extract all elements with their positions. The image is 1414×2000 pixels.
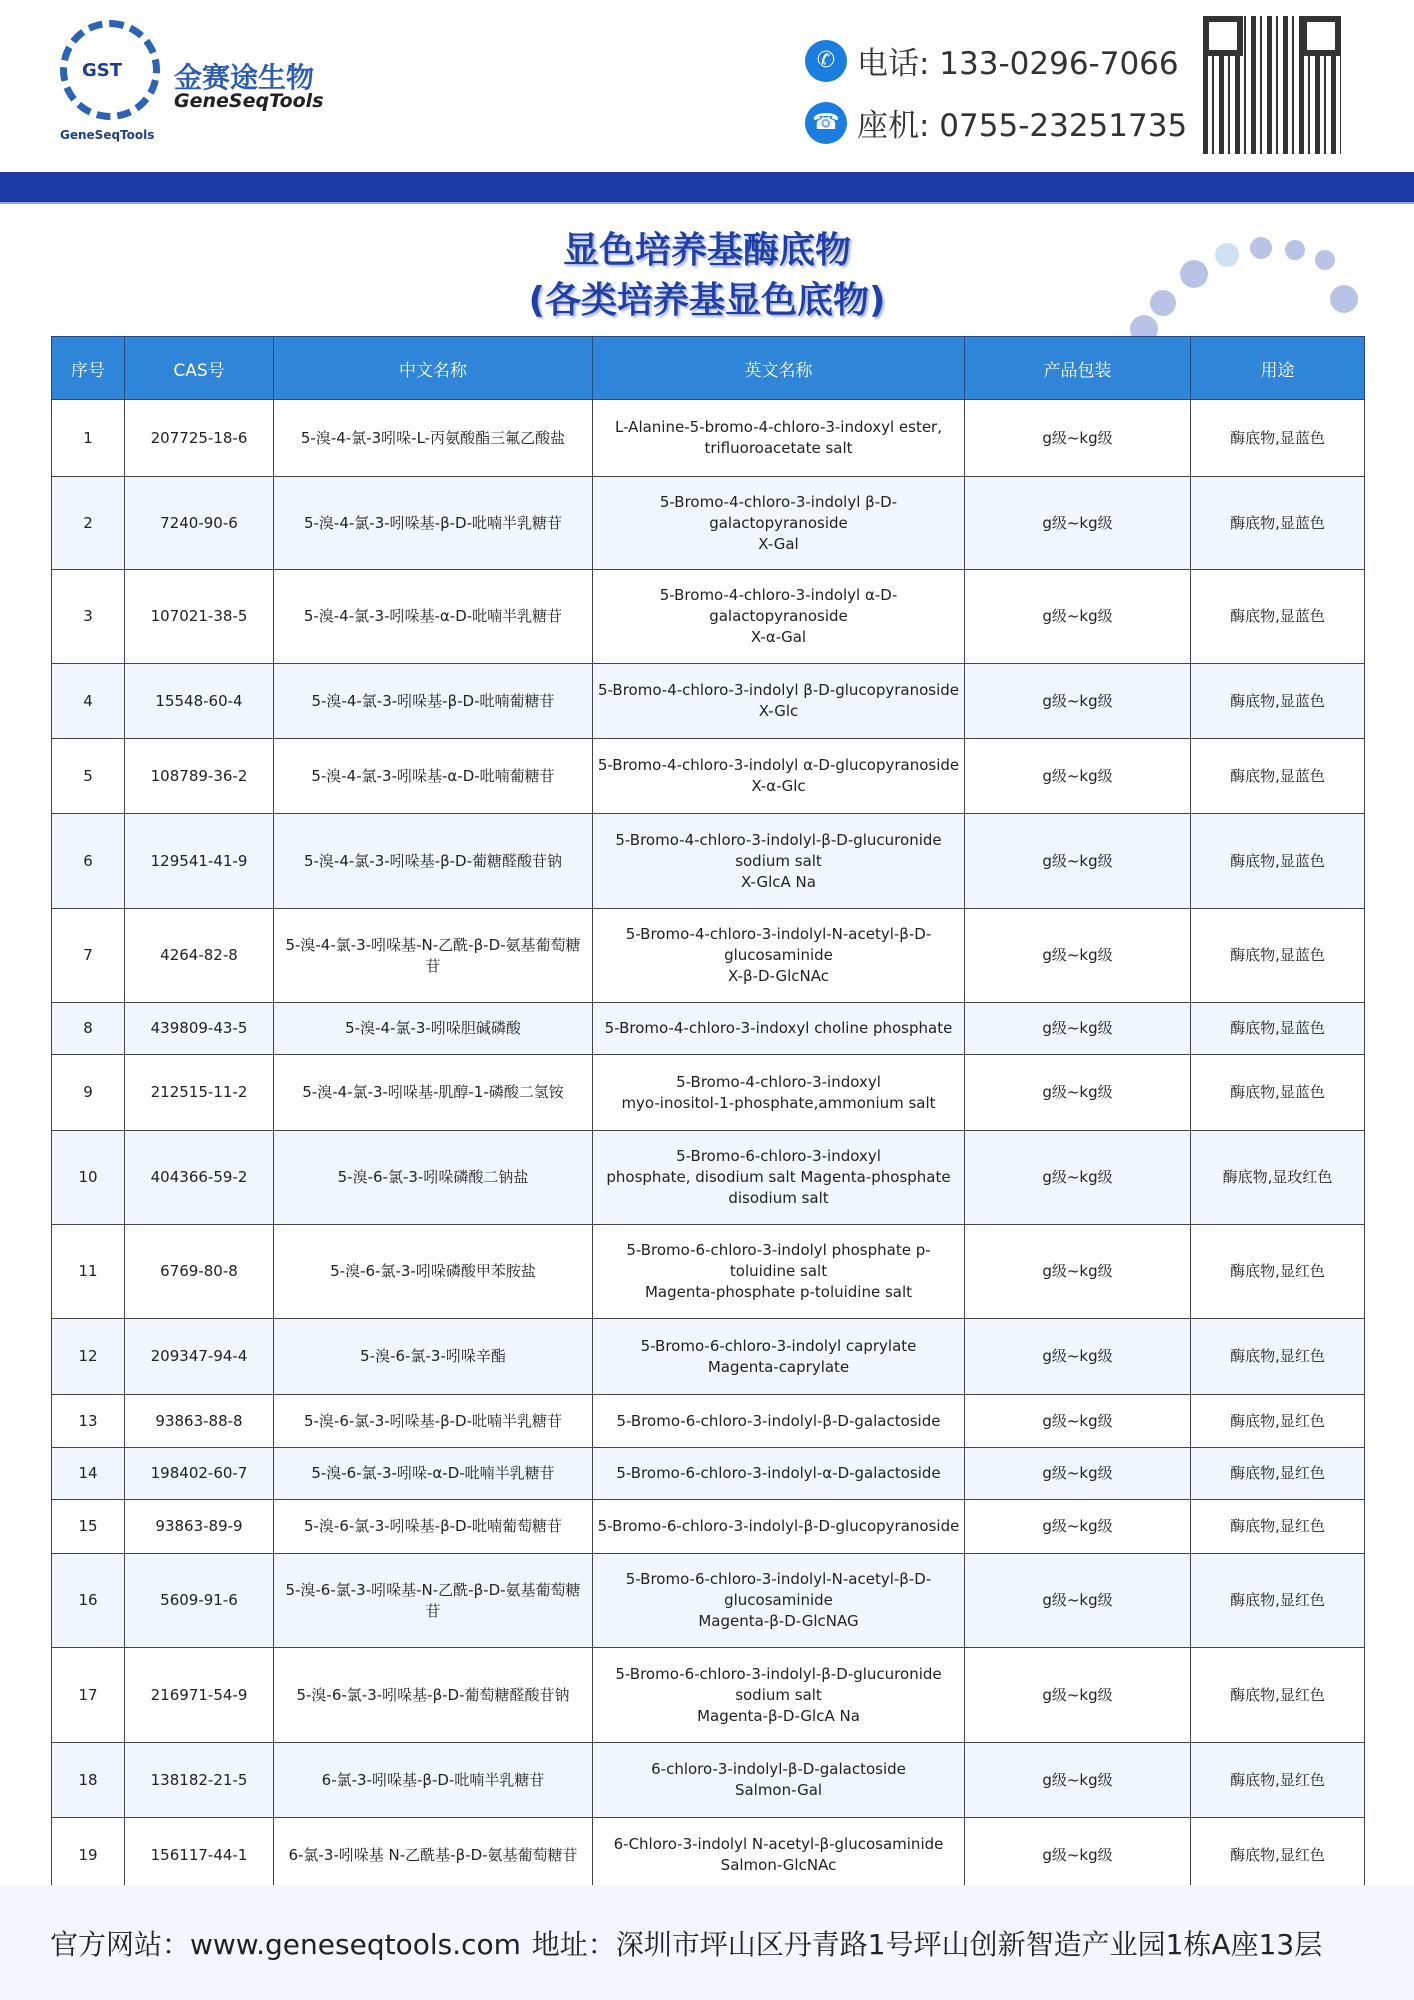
cell-cn-name: 5-溴-4-氯-3吲哚-L-丙氨酸酯三氟乙酸盐 (274, 400, 593, 477)
cell-cas: 5609-91-6 (125, 1554, 274, 1648)
cell-cn-name: 5-溴-6-氯-3-吲哚基-N-乙酰-β-D-氨基葡萄糖苷 (274, 1554, 593, 1648)
table-row (52, 1319, 1365, 1395)
table-row (52, 1131, 1365, 1225)
cell-cas: 207725-18-6 (125, 400, 274, 477)
cell-no: 18 (52, 1743, 125, 1818)
table-row (52, 1648, 1365, 1743)
table-row (52, 664, 1365, 739)
cell-en-name (593, 1818, 965, 1893)
cell-no: 5 (52, 739, 125, 814)
cell-usage: 酶底物,显蓝色 (1191, 477, 1365, 570)
cell-en-name (593, 739, 965, 814)
cell-cas: 212515-11-2 (125, 1055, 274, 1131)
en-name-line: myo-inositol-1-phosphate,ammonium salt (621, 1093, 936, 1112)
en-name-line: X-α-Gal (750, 628, 807, 646)
cell-cas: 216971-54-9 (125, 1648, 274, 1743)
cell-packaging: g级~kg级 (965, 1448, 1191, 1500)
cell-usage: 酶底物,显蓝色 (1191, 739, 1365, 814)
cell-cn-name: 5-溴-4-氯-3-吲哚基-α-D-吡喃半乳糖苷 (274, 570, 593, 664)
table-row (52, 570, 1365, 664)
cell-en-name (593, 570, 965, 664)
cell-usage: 酶底物,显红色 (1191, 1225, 1365, 1319)
en-name-line: 5-Bromo-4-chloro-3-indolyl-β-D-glucuronide (615, 830, 942, 849)
table-row (52, 1003, 1365, 1055)
cell-no: 12 (52, 1319, 125, 1395)
cell-cas: 156117-44-1 (125, 1818, 274, 1893)
cell-cas: 198402-60-7 (125, 1448, 274, 1500)
cell-cn-name: 5-溴-6-氯-3-吲哚磷酸二钠盐 (274, 1131, 593, 1225)
header-band (0, 172, 1414, 204)
table-row (52, 739, 1365, 814)
en-name-line: 5-Bromo-6-chloro-3-indolyl-N-acetyl-β-D- (625, 1570, 932, 1588)
cell-packaging: g级~kg级 (965, 739, 1191, 814)
cell-cn-name: 5-溴-4-氯-3-吲哚基-N-乙酰-β-D-氨基葡萄糖苷 (274, 909, 593, 1003)
en-name-line: glucosaminide (724, 1591, 833, 1609)
cell-no: 14 (52, 1448, 125, 1500)
cell-usage: 酶底物,显红色 (1191, 1500, 1365, 1554)
cell-en-name (593, 664, 965, 739)
cell-cas: 107021-38-5 (125, 570, 274, 664)
en-name-line: galactopyranoside (709, 607, 848, 625)
page-subtitle: (各类培养基显色底物) (528, 280, 886, 321)
cell-en-name (593, 1319, 965, 1395)
col-header-no: 序号 (52, 337, 125, 400)
cell-no: 16 (52, 1554, 125, 1648)
cell-no: 17 (52, 1648, 125, 1743)
product-table (51, 336, 1365, 1893)
cell-cas: 439809-43-5 (125, 1003, 274, 1055)
cell-packaging: g级~kg级 (965, 1395, 1191, 1448)
cell-usage: 酶底物,显红色 (1191, 1648, 1365, 1743)
cell-packaging: g级~kg级 (965, 1743, 1191, 1818)
en-name-line: X-GlcA Na (741, 872, 816, 891)
en-name-line: 5-Bromo-4-chloro-3-indoxyl choline phosphate (604, 1019, 953, 1037)
en-name-line: 5-Bromo-6-chloro-3-indolyl phosphate p- (626, 1241, 931, 1259)
cell-usage: 酶底物,显蓝色 (1191, 400, 1365, 477)
cell-no: 2 (52, 477, 125, 570)
table-row (52, 1743, 1365, 1818)
cell-no: 7 (52, 909, 125, 1003)
cell-usage: 酶底物,显蓝色 (1191, 1003, 1365, 1055)
table-row (52, 400, 1365, 477)
phone-text: 电话: 133-0296-7066 (857, 46, 1179, 82)
phone-icon: ✆ (805, 40, 847, 82)
en-name-line: 5-Bromo-6-chloro-3-indolyl-β-D-glucuronide (615, 1664, 942, 1683)
cell-packaging: g级~kg级 (965, 909, 1191, 1003)
cell-no: 3 (52, 570, 125, 664)
table-row (52, 814, 1365, 909)
table-row (52, 909, 1365, 1003)
en-name-line: 5-Bromo-4-chloro-3-indolyl-N-acetyl-β-D- (625, 925, 932, 943)
cell-packaging: g级~kg级 (965, 1554, 1191, 1648)
cell-no: 6 (52, 814, 125, 909)
cell-usage: 酶底物,显蓝色 (1191, 570, 1365, 664)
col-header-usage: 用途 (1191, 337, 1365, 400)
table-row (52, 1395, 1365, 1448)
cell-packaging: g级~kg级 (965, 1131, 1191, 1225)
cell-en-name (593, 1395, 965, 1448)
cell-no: 1 (52, 400, 125, 477)
cell-en-name (593, 1225, 965, 1319)
cell-cn-name: 5-溴-4-氯-3-吲哚基-β-D-吡喃半乳糖苷 (274, 477, 593, 570)
cell-cas: 93863-89-9 (125, 1500, 274, 1554)
en-name-line: toluidine salt (729, 1262, 828, 1280)
landline-contact (805, 100, 1187, 145)
cell-cas: 129541-41-9 (125, 814, 274, 909)
cell-no: 8 (52, 1003, 125, 1055)
cell-no: 4 (52, 664, 125, 739)
cell-usage: 酶底物,显玫红色 (1191, 1131, 1365, 1225)
col-header-en-name: 英文名称 (593, 337, 965, 400)
cell-cn-name: 6-氯-3-吲哚基-β-D-吡喃半乳糖苷 (274, 1743, 593, 1818)
cell-usage: 酶底物,显蓝色 (1191, 909, 1365, 1003)
cell-cn-name: 5-溴-4-氯-3-吲哚基-β-D-吡喃葡糖苷 (274, 664, 593, 739)
en-name-line: sodium salt (735, 1685, 822, 1704)
landline-text: 座机: 0755-23251735 (857, 108, 1188, 144)
cell-cn-name: 5-溴-6-氯-3-吲哚-α-D-吡喃半乳糖苷 (274, 1448, 593, 1500)
cell-packaging: g级~kg级 (965, 1003, 1191, 1055)
table-row (52, 1055, 1365, 1131)
cell-cas: 404366-59-2 (125, 1131, 274, 1225)
cell-usage: 酶底物,显红色 (1191, 1319, 1365, 1395)
col-header-cas: CAS号 (125, 337, 274, 400)
cell-no: 13 (52, 1395, 125, 1448)
cell-usage: 酶底物,显红色 (1191, 1818, 1365, 1893)
cell-cas: 209347-94-4 (125, 1319, 274, 1395)
cell-packaging: g级~kg级 (965, 477, 1191, 570)
desk-phone-icon: ☎ (805, 102, 847, 144)
table-row (52, 1448, 1365, 1500)
cell-cn-name: 5-溴-6-氯-3-吲哚基-β-D-吡喃葡萄糖苷 (274, 1500, 593, 1554)
table-row (52, 477, 1365, 570)
en-name-line: L-Alanine-5-bromo-4-chloro-3-indoxyl ester, (615, 418, 942, 436)
logo-small: GeneSeqTools (60, 128, 155, 142)
cell-en-name (593, 1648, 965, 1743)
en-name-line: 5-Bromo-4-chloro-3-indolyl α-D- (659, 586, 898, 604)
cell-usage: 酶底物,显红色 (1191, 1448, 1365, 1500)
cell-en-name (593, 1500, 965, 1554)
cell-no: 19 (52, 1818, 125, 1893)
cell-cn-name: 5-溴-6-氯-3-吲哚磷酸甲苯胺盐 (274, 1225, 593, 1319)
cell-usage: 酶底物,显红色 (1191, 1743, 1365, 1818)
logo-abbr: GST (82, 60, 123, 81)
cell-en-name (593, 1055, 965, 1131)
cell-packaging: g级~kg级 (965, 1648, 1191, 1743)
cell-cn-name: 5-溴-6-氯-3-吲哚基-β-D-吡喃半乳糖苷 (274, 1395, 593, 1448)
cell-cas: 7240-90-6 (125, 477, 274, 570)
cell-cas: 138182-21-5 (125, 1743, 274, 1818)
cell-cas: 93863-88-8 (125, 1395, 274, 1448)
cell-no: 11 (52, 1225, 125, 1319)
cell-no: 10 (52, 1131, 125, 1225)
en-name-line: phosphate, disodium salt Magenta-phosphate (606, 1168, 951, 1186)
cell-packaging: g级~kg级 (965, 1225, 1191, 1319)
en-name-line: 5-Bromo-6-chloro-3-indolyl-β-D-glucopyranoside (597, 1517, 960, 1535)
phone-contact (805, 38, 1179, 83)
table-row (52, 1225, 1365, 1319)
cell-cn-name: 5-溴-4-氯-3-吲哚胆碱磷酸 (274, 1003, 593, 1055)
company-logo (52, 16, 322, 146)
cell-usage: 酶底物,显红色 (1191, 1395, 1365, 1448)
table-row (52, 1500, 1365, 1554)
cell-en-name (593, 400, 965, 477)
cell-cn-name: 5-溴-6-氯-3-吲哚辛酯 (274, 1319, 593, 1395)
en-name-line: 6-chloro-3-indolyl-β-D-galactoside (651, 1760, 906, 1778)
cell-en-name (593, 1131, 965, 1225)
col-header-cn-name: 中文名称 (274, 337, 593, 400)
page-title: 显色培养基酶底物 (562, 230, 851, 271)
en-name-line: 5-Bromo-4-chloro-3-indoxyl (676, 1072, 881, 1091)
cell-en-name (593, 1743, 965, 1818)
en-name-line: X-β-D-GlcNAc (728, 967, 829, 985)
en-name-line: disodium salt (728, 1189, 829, 1207)
cell-en-name (593, 1448, 965, 1500)
cell-cn-name: 5-溴-4-氯-3-吲哚基-β-D-葡糖醛酸苷钠 (274, 814, 593, 909)
cell-cn-name: 5-溴-4-氯-3-吲哚基-肌醇-1-磷酸二氢铵 (274, 1055, 593, 1131)
en-name-line: 5-Bromo-6-chloro-3-indolyl-α-D-galactoside (616, 1464, 941, 1482)
en-name-line: 5-Bromo-4-chloro-3-indolyl α-D-glucopyranoside (597, 756, 960, 774)
en-name-line: Salmon-GlcNAc (720, 1856, 837, 1874)
en-name-line: 6-Chloro-3-indolyl N-acetyl-β-glucosaminide (613, 1835, 944, 1853)
en-name-line: 5-Bromo-6-chloro-3-indoxyl (676, 1147, 881, 1165)
cell-packaging: g级~kg级 (965, 814, 1191, 909)
en-name-line: trifluoroacetate salt (704, 439, 853, 457)
cell-no: 9 (52, 1055, 125, 1131)
en-name-line: 5-Bromo-6-chloro-3-indolyl-β-D-galactoside (616, 1411, 941, 1430)
en-name-line: X-Glc (758, 702, 799, 720)
table-row (52, 1818, 1365, 1893)
cell-cas: 6769-80-8 (125, 1225, 274, 1319)
en-name-line: Magenta-β-D-GlcA Na (697, 1706, 860, 1725)
cell-packaging: g级~kg级 (965, 1818, 1191, 1893)
en-name-line: X-Gal (758, 534, 799, 553)
en-name-line: 5-Bromo-4-chloro-3-indolyl β-D- (659, 492, 898, 511)
cell-packaging: g级~kg级 (965, 664, 1191, 739)
en-name-line: Magenta-caprylate (707, 1357, 850, 1376)
table-row (52, 1554, 1365, 1648)
cell-cas: 15548-60-4 (125, 664, 274, 739)
cell-usage: 酶底物,显蓝色 (1191, 1055, 1365, 1131)
qr-code (1203, 16, 1341, 154)
cell-cn-name: 5-溴-6-氯-3-吲哚基-β-D-葡萄糖醛酸苷钠 (274, 1648, 593, 1743)
cell-cn-name: 6-氯-3-吲哚基 N-乙酰基-β-D-氨基葡萄糖苷 (274, 1818, 593, 1893)
cell-packaging: g级~kg级 (965, 400, 1191, 477)
footer-contact-text: 官方网站：www.geneseqtools.com 地址：深圳市坪山区丹青路1号坪山创新智造产业园1栋A座13层 (50, 1928, 1323, 1961)
cell-usage: 酶底物,显蓝色 (1191, 664, 1365, 739)
en-name-line: Salmon-Gal (734, 1781, 823, 1799)
en-name-line: glucosaminide (724, 946, 833, 964)
cell-en-name (593, 1554, 965, 1648)
cell-packaging: g级~kg级 (965, 1319, 1191, 1395)
en-name-line: X-α-Glc (751, 777, 806, 795)
en-name-line: 5-Bromo-6-chloro-3-indolyl caprylate (640, 1336, 917, 1355)
cell-packaging: g级~kg级 (965, 1500, 1191, 1554)
logo-en: GeneSeqTools (174, 90, 324, 112)
cell-cn-name: 5-溴-4-氯-3-吲哚基-α-D-吡喃葡糖苷 (274, 739, 593, 814)
cell-cas: 4264-82-8 (125, 909, 274, 1003)
col-header-packaging: 产品包装 (965, 337, 1191, 400)
cell-no: 15 (52, 1500, 125, 1554)
footer (0, 1885, 1414, 2000)
cell-cas: 108789-36-2 (125, 739, 274, 814)
cell-en-name (593, 1003, 965, 1055)
logo-cn: 金赛途生物 (174, 61, 315, 94)
cell-packaging: g级~kg级 (965, 1055, 1191, 1131)
cell-packaging: g级~kg级 (965, 570, 1191, 664)
cell-en-name (593, 909, 965, 1003)
cell-usage: 酶底物,显红色 (1191, 1554, 1365, 1648)
en-name-line: galactopyranoside (709, 513, 848, 532)
en-name-line: Magenta-β-D-GlcNAG (698, 1612, 859, 1630)
en-name-line: sodium salt (735, 851, 822, 870)
cell-usage: 酶底物,显蓝色 (1191, 814, 1365, 909)
en-name-line: 5-Bromo-4-chloro-3-indolyl β-D-glucopyranoside (597, 681, 960, 699)
en-name-line: Magenta-phosphate p-toluidine salt (644, 1283, 913, 1301)
table-header-row (52, 337, 1365, 400)
cell-en-name (593, 477, 965, 570)
cell-en-name (593, 814, 965, 909)
